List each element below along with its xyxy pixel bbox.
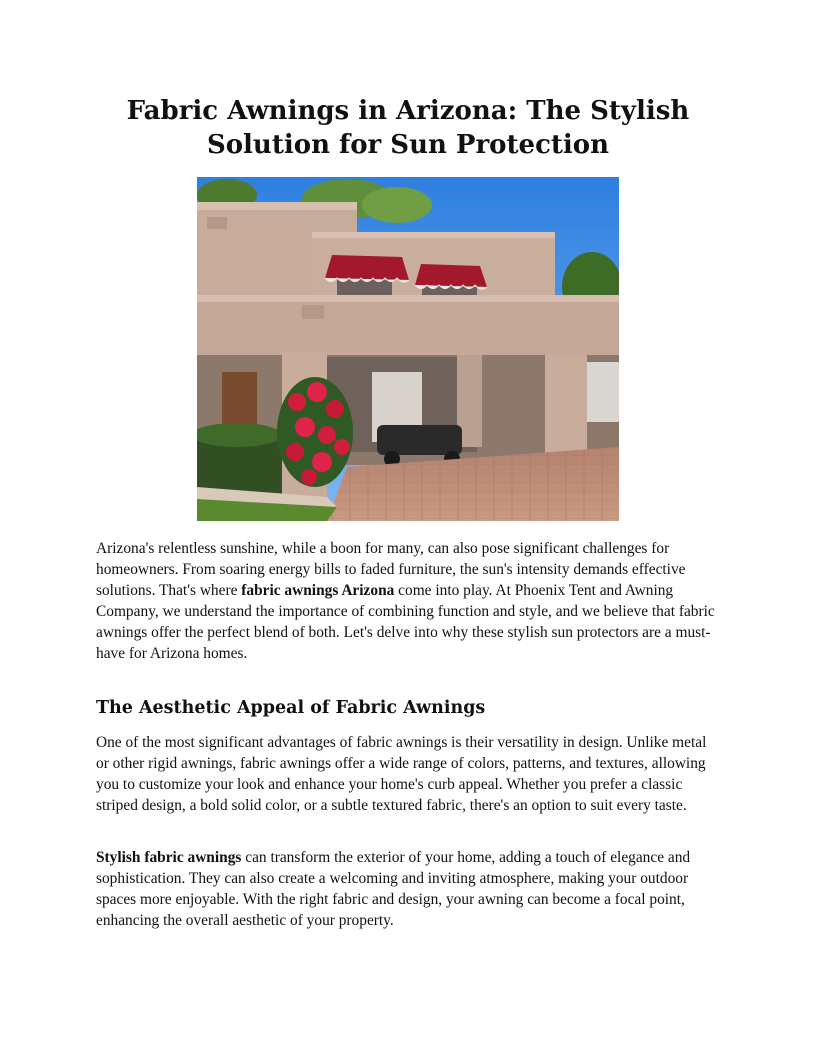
stylish-keyword: Stylish fabric awnings: [96, 849, 242, 866]
design-paragraph: One of the most significant advantages of fabric awnings is their versatility in design. Unlike metal or other rigid awnings, fabric awnings offer a wide range of colors, patterns, and textures, allowing you to customize your look and enhance your home's curb appeal. Whether you prefer a classic striped design, a bold solid color, or a subtle textured fabric, there's an option to suit every taste.: [96, 734, 707, 814]
keyword-link-text: fabric awnings Arizona: [241, 582, 395, 599]
stylish-paragraph: [96, 847, 720, 931]
intro-text-start: Arizona's relentless sunshine, while a boon for many, can also pose significant challenges for homeowners. From soaring energy bills to faded furniture, the sun's intensity demands effective solutions. That's where: [96, 540, 686, 599]
intro-text-end: come into play. At Phoenix Tent and Awning Company, we understand the importance of combining function and style, and we believe that fabric awnings offer the perfect blend of both. Let's delve into why these stylish sun protectors are a must-have for Arizona homes.: [96, 582, 715, 662]
photo-house-with-red-fabric-awnings: [197, 177, 619, 521]
page-title: Fabric Awnings in Arizona: The Stylish Solution for Sun Protection: [126, 96, 690, 160]
intro-paragraph: [96, 538, 720, 664]
house-photo: [197, 177, 619, 521]
stylish-text: can transform the exterior of your home, adding a touch of elegance and sophistication. They can also create a welcoming and inviting atmosphere, making your outdoor spaces more enjoyable. With the right fabric and design, your awning can become a focal point, enhancing the overall aesthetic of your property.: [96, 849, 691, 929]
section-heading: The Aesthetic Appeal of Fabric Awnings: [96, 698, 486, 718]
